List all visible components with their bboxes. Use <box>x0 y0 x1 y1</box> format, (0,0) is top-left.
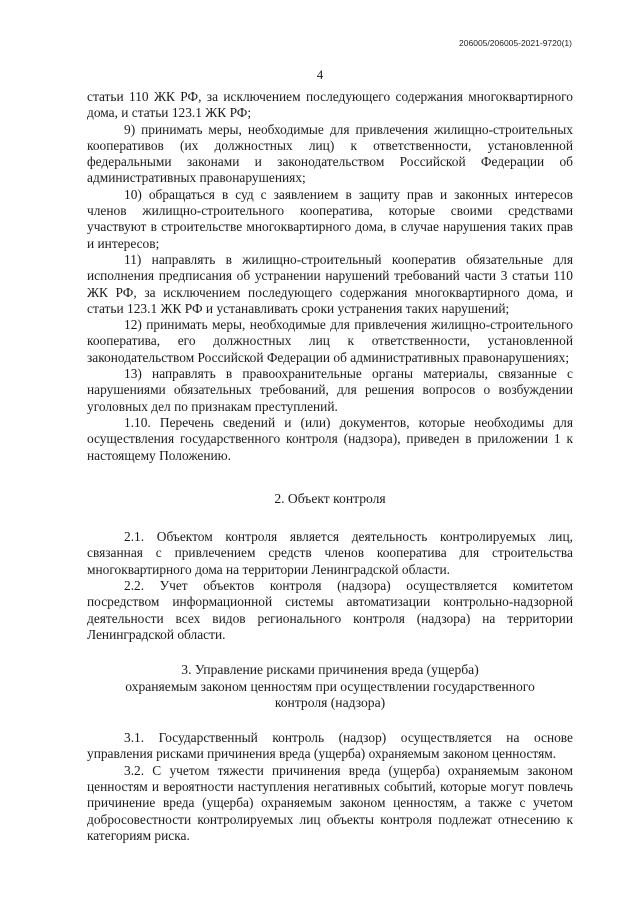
page-number: 4 <box>316 67 324 82</box>
paragraph: 2.2. Учет объектов контроля (надзора) осуществляется комитетом посредством информационной системы автоматизации контрольно-надзорной деятельности всех видов регионального контроля (надзора) на территории Ленинградской области. <box>87 578 573 642</box>
paragraph: 13) направлять в правоохранительные органы материалы, связанные с нарушениями обязательных требований, для решения вопросов о возбуждении уголовных дел по признакам преступлений. <box>87 366 573 414</box>
paragraph: 12) принимать меры, необходимые для привлечения жилищно-строительного кооператива, его должностных лиц к ответственности, установленной законодательством Российской Федерации об административных правонарушениях; <box>87 317 573 365</box>
paragraph: 11) направлять в жилищно-строительный кооператив обязательные для исполнения предписания об устранении нарушений требований части 3 статьи 110 ЖК РФ, за исключением последующего содержания многоквартирного дома, и статьи 123.1 ЖК РФ и устанавливать сроки устранения таких нарушений; <box>87 251 573 316</box>
paragraph: статьи 110 ЖК РФ, за исключением последующего содержания многоквартирного дома, и статьи 123.1 ЖК РФ; <box>87 89 573 121</box>
section-3-heading-line1: 3. Управление рисками причинения вреда (ущерба) <box>181 662 479 678</box>
document-body <box>87 89 573 844</box>
document-id: 206005/206005-2021-9720(1) <box>459 38 572 48</box>
paragraph: 2.1. Объектом контроля является деятельность контролируемых лиц, связанная с привлечением средств членов кооператива для строительства многоквартирного дома на территории Ленинградской области. <box>87 529 573 577</box>
section-3-heading-line2: охраняемым законом ценностям при осуществлении государственного <box>125 678 535 694</box>
paragraph: 3.1. Государственный контроль (надзор) осуществляется на основе управления рисками причинения вреда (ущерба) охраняемым законом ценностям. <box>87 730 573 762</box>
paragraph: 10) обращаться в суд с заявлением в защиту прав и законных интересов членов жилищно-строительного кооператива, которые своими средствами участвуют в строительстве многоквартирного дома, в случае нарушения таких прав и интересов; <box>87 186 573 251</box>
paragraph: 3.2. С учетом тяжести причинения вреда (ущерба) охраняемым законом ценностям и вероятности наступления негативных событий, которые могут повлечь причинение вреда (ущерба) охраняемым законом ценностям, а также с учетом добросовестности контролируемых лиц объекты контроля подлежат отнесению к категориям риска. <box>87 762 573 843</box>
section-2-heading: 2. Объект контроля <box>274 490 386 506</box>
paragraph: 9) принимать меры, необходимые для привлечения жилищно-строительных кооперативов (их должностных лиц) к ответственности, установленной федеральными законами и законодательством Российской Федерации об административных правонарушениях; <box>87 121 573 186</box>
section-3-heading-line3: контроля (надзора) <box>274 694 386 710</box>
paragraph: 1.10. Перечень сведений и (или) документов, которые необходимы для осуществления государственного контроля (надзора), приведен в приложении 1 к настоящему Положению. <box>87 414 573 463</box>
